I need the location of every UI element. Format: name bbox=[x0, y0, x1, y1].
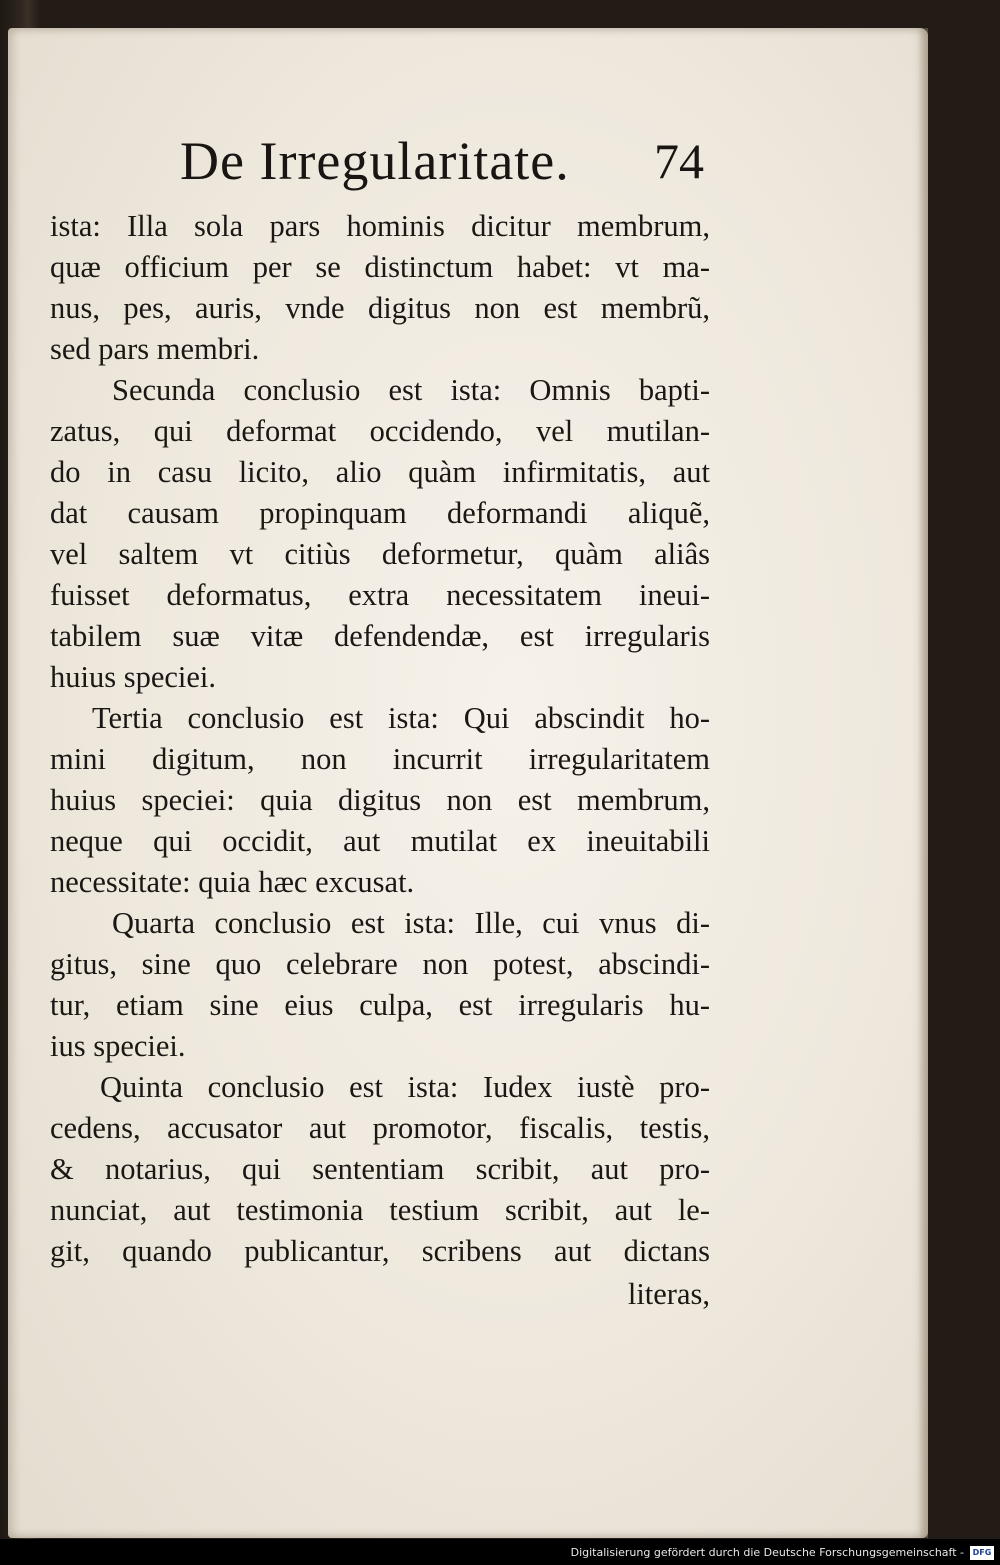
paragraph-start-line: Quarta conclusio est ista: Ille, cui vnus di- bbox=[112, 906, 710, 940]
page-header bbox=[50, 128, 710, 202]
body-line: nus, pes, auris, vnde digitus non est membrũ, bbox=[50, 291, 710, 325]
body-line: necessitate: quia hæc excusat. bbox=[50, 865, 415, 899]
body-line: vel saltem vt citiùs deformetur, quàm aliâs bbox=[50, 537, 710, 571]
footer-credit: Digitalisierung gefördert durch die Deutsche Forschungsgemeinschaft - bbox=[570, 1546, 964, 1559]
body-line: tabilem suæ vitæ defendendæ, est irregularis bbox=[50, 619, 710, 653]
catchword: literas, bbox=[627, 1277, 710, 1311]
folio-number: 74 bbox=[654, 133, 704, 189]
body-line: quæ officium per se distinctum habet: vt ma- bbox=[50, 250, 710, 284]
body-line: dat causam propinquam deformandi aliquẽ, bbox=[50, 496, 710, 530]
paragraph-start-line: Tertia conclusio est ista: Qui abscindit ho- bbox=[92, 701, 710, 735]
body-line: tur, etiam sine eius culpa, est irregularis hu- bbox=[50, 988, 710, 1022]
body-line: mini digitum, non incurrit irregularitatem bbox=[50, 742, 710, 776]
paragraph-start-line: Quinta conclusio est ista: Iudex iustè pro- bbox=[100, 1070, 710, 1104]
body-line: fuisset deformatus, extra necessitatem ineui- bbox=[50, 578, 710, 612]
body-line: & notarius, qui sententiam scribit, aut pro- bbox=[50, 1152, 710, 1186]
body-line: neque qui occidit, aut mutilat ex ineuitabili bbox=[50, 824, 710, 858]
dfg-logo-icon: DFG bbox=[970, 1546, 994, 1560]
body-line: cedens, accusator aut promotor, fiscalis, testis, bbox=[50, 1111, 710, 1145]
paragraph-start-line: Secunda conclusio est ista: Omnis bapti- bbox=[112, 373, 710, 407]
body-line: ius speciei. bbox=[50, 1029, 186, 1063]
body-line: do in casu licito, alio quàm infirmitatis, aut bbox=[50, 455, 710, 489]
body-line: git, quando publicantur, scribens aut dictans bbox=[50, 1234, 710, 1268]
text-block bbox=[50, 128, 710, 1315]
body-line: huius speciei: quia digitus non est membrum, bbox=[50, 783, 710, 817]
digitization-footer bbox=[0, 1539, 1000, 1565]
body-line: zatus, qui deformat occidendo, vel mutilan- bbox=[50, 414, 710, 448]
page-edge-shadow bbox=[918, 28, 928, 1538]
book-page bbox=[8, 28, 928, 1538]
body-line: gitus, sine quo celebrare non potest, abscindi- bbox=[50, 947, 710, 981]
body-line: sed pars membri. bbox=[50, 332, 260, 366]
running-title: De Irregularitate. bbox=[180, 131, 570, 191]
body-line: huius speciei. bbox=[50, 660, 217, 694]
body-line: ista: Illa sola pars hominis dicitur membrum, bbox=[50, 209, 710, 243]
body-line: nunciat, aut testimonia testium scribit, aut le- bbox=[50, 1193, 710, 1227]
